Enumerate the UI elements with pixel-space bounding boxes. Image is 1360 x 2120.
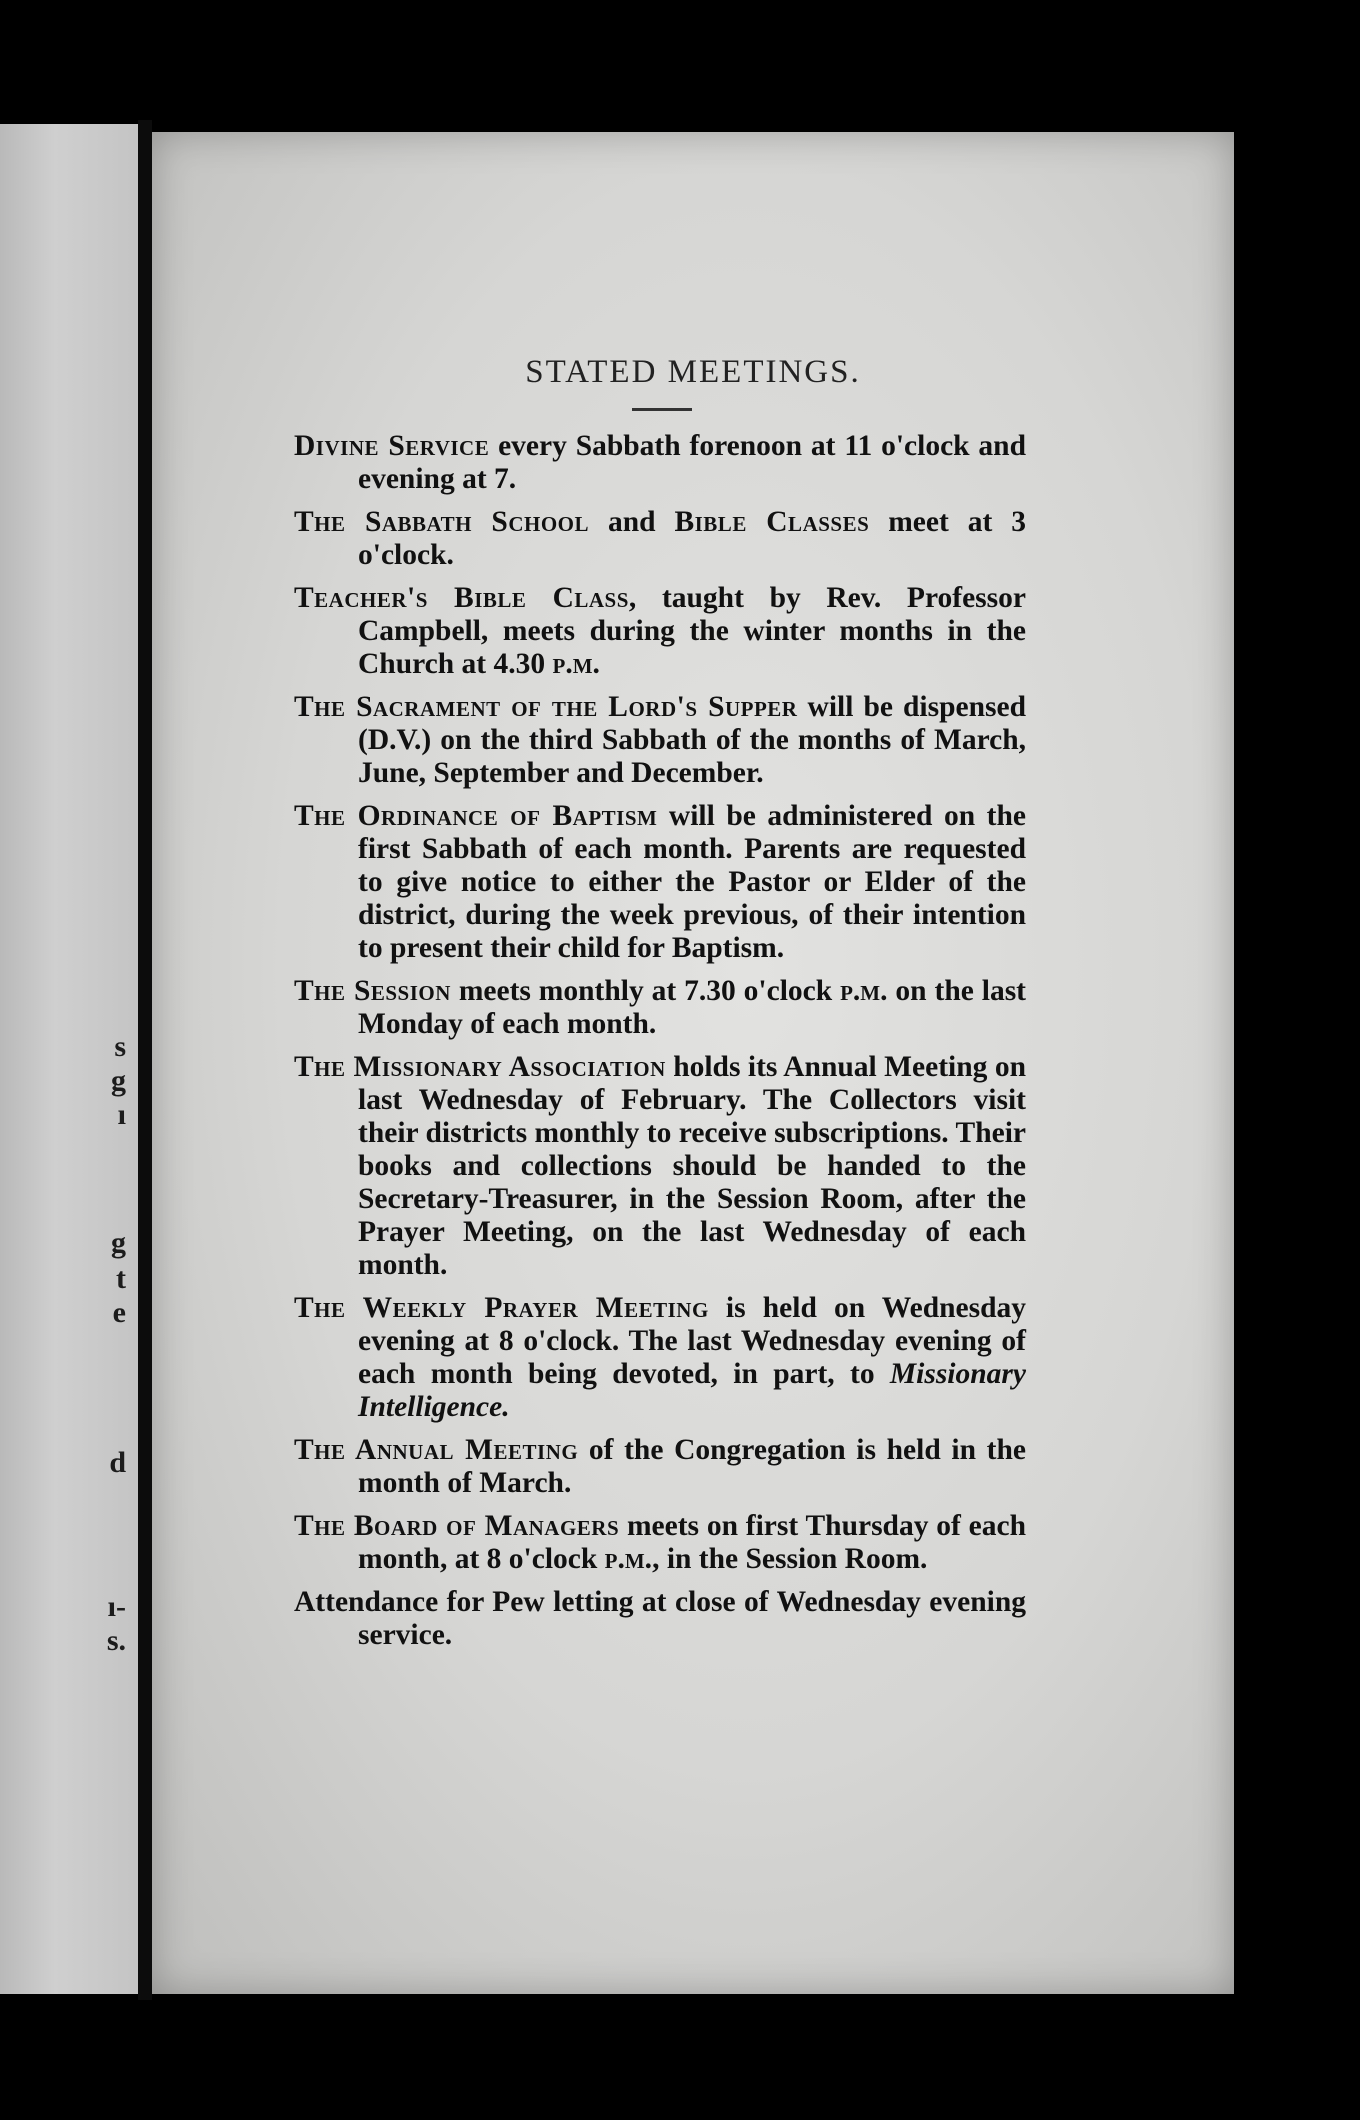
entry-text: , in the Session Room. [652,1543,928,1575]
entry-text: on the last Monday of each month. [358,975,1027,1040]
document-page [152,132,1234,1994]
entry-text: , taught by Rev. Professor Campbell, meets during the winter months in the Church at 4.30 [358,582,1026,680]
entry-lead: The Weekly Prayer Meeting [294,1292,709,1324]
meetings-list [294,430,1026,1662]
entry-lead: The Board of Managers [294,1510,620,1542]
entry-text: every Sabbath forenoon at 11 o'clock and evening at 7. [358,430,1026,495]
entry-teachers-bible-class [294,582,1026,681]
entry-lead: The Sacrament of the Lord's Supper [294,691,798,723]
facing-page-fragment: ı- [107,1590,126,1623]
entry-lead: The Ordinance of Baptism [294,800,658,832]
entry-lead: Divine Service [294,430,490,462]
entry-lead: Teacher's Bible Class [294,582,629,614]
entry-baptism [294,800,1026,965]
entry-time-suffix: p.m. [604,1543,653,1575]
entry-sacrament [294,691,1026,790]
entry-session [294,975,1026,1041]
entry-weekly-prayer-meeting [294,1292,1026,1424]
entry-lead: The Annual Meeting [294,1434,579,1466]
entry-sabbath-school [294,506,1026,572]
entry-text: is held on Wednesday evening at 8 o'clock. The last Wednesday evening of each month being devoted, in part, to [358,1292,1027,1390]
entry-lead: The Sabbath School [294,506,590,538]
entry-text: will be administered on the first Sabbath of each month. Parents are requested to give notice to either the Pastor or Elder of the district, during the week previous, of their intention to present their child for Baptism. [358,800,1027,964]
facing-page-fragment: g [111,1226,126,1259]
entry-lead: The Missionary Association [294,1051,666,1083]
entry-text: will be dispensed (D.V.) on the third Sabbath of the months of March, June, September and December. [358,691,1026,789]
entry-text: and [589,506,675,538]
book-gutter [138,120,152,2000]
facing-page-fragment: s [114,1030,126,1063]
entry-italic-text: Missionary Intelligence. [358,1358,1026,1423]
facing-page-fragment: d [109,1446,126,1479]
title-rule [632,408,692,411]
entry-text: holds its Annual Meeting on last Wednesday of February. The Collectors visit their districts monthly to receive subscriptions. Their books and collections should be handed to the Secretary-Treasurer, in the Session Room, after the Prayer Meeting, on the last Wednesday of each month. [358,1051,1026,1281]
page-title: STATED MEETINGS. [525,354,861,390]
entry-board-of-managers [294,1510,1026,1576]
entry-text: Attendance for Pew letting at close of Wednesday evening service. [294,1586,1026,1651]
facing-page-fragment: t [116,1262,126,1295]
entry-time-suffix: p.m. [552,648,600,680]
entry-lead-secondary: Bible Classes [674,506,870,538]
entry-text: meets on first Thursday of each month, at 8 o'clock [358,1510,1026,1575]
entry-pew-letting [294,1586,1026,1652]
entry-text: of the Congregation is held in the month of March. [358,1434,1026,1499]
entry-lead: The Session [294,975,451,1007]
facing-page-fragment: s. [106,1624,126,1657]
facing-page-fragment: g [111,1064,126,1097]
entry-annual-meeting [294,1434,1026,1500]
entry-text: meets monthly at 7.30 o'clock [450,975,841,1007]
entry-divine-service [294,430,1026,496]
facing-page-edge [0,124,138,1994]
entry-text: meet at 3 o'clock. [358,506,1026,571]
facing-page-fragment: e [112,1296,126,1329]
entry-missionary-association [294,1051,1026,1282]
facing-page-fragment: ı [117,1098,126,1131]
entry-time-suffix: p.m. [840,975,888,1007]
